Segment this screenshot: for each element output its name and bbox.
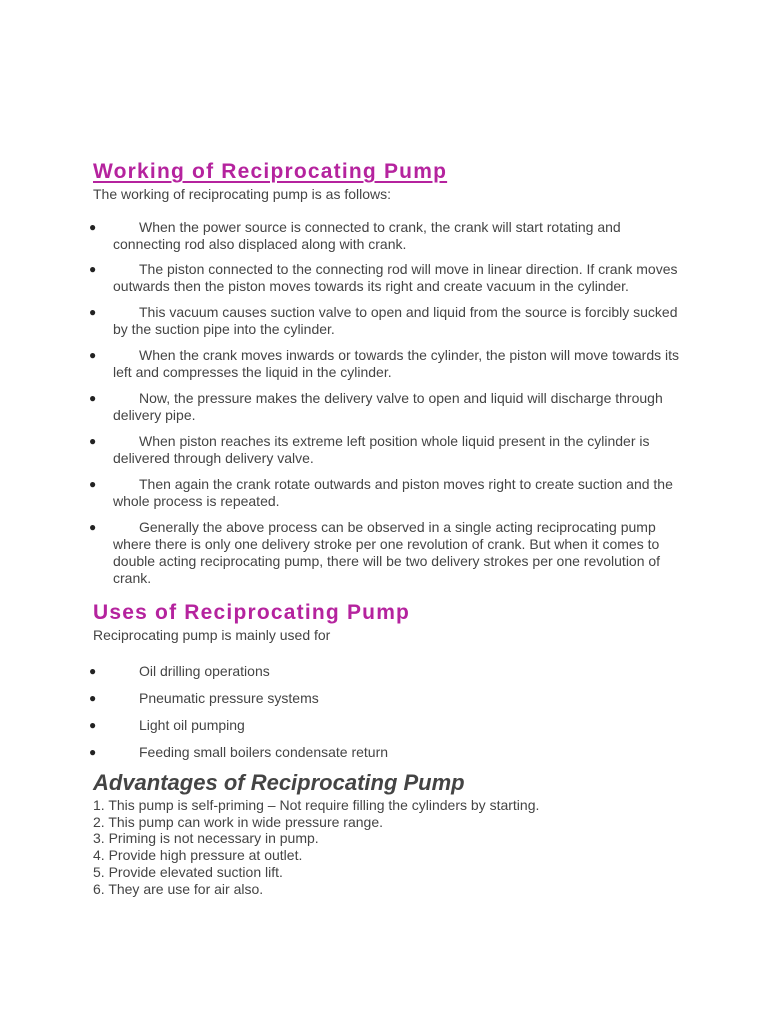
advantages-heading: Advantages of Reciprocating Pump xyxy=(93,770,465,795)
list-item: ● When piston reaches its extreme left position whole liquid present in the cylinder is delivered through delivery valve. xyxy=(89,433,650,466)
list-item: ● This vacuum causes suction valve to open and liquid from the source is forcibly sucked by the suction pipe into the cylinder. xyxy=(89,304,678,337)
document-page xyxy=(89,158,683,897)
uses-heading: Uses of Reciprocating Pump xyxy=(93,601,411,624)
uses-intro: Reciprocating pump is mainly used for xyxy=(93,627,331,643)
working-intro: The working of reciprocating pump is as follows: xyxy=(93,186,392,202)
list-item: 1. This pump is self-priming – Not require filling the cylinders by starting. xyxy=(93,797,540,813)
bullet-icon: ● xyxy=(89,718,97,732)
list-item: ● When the crank moves inwards or towards the cylinder, the piston will move towards its left and compresses the liquid in the cylinder. xyxy=(89,347,680,380)
uses-list xyxy=(89,663,683,761)
list-item: 3. Priming is not necessary in pump. xyxy=(93,830,319,847)
working-list xyxy=(89,219,683,587)
bullet-icon: ● xyxy=(89,691,97,705)
bullet-icon: ● xyxy=(89,391,97,405)
list-item: ● Oil drilling operations xyxy=(89,663,270,679)
list-item: ● Feeding small boilers condensate return xyxy=(89,744,389,760)
advantages-list xyxy=(93,797,683,897)
list-item: 2. This pump can work in wide pressure range. xyxy=(93,813,383,830)
list-item: 6. They are use for air also. xyxy=(93,880,264,897)
list-item: ● Then again the crank rotate outwards and piston moves right to create suction and the whole process is repeated. xyxy=(89,476,673,509)
bullet-icon: ● xyxy=(89,745,97,759)
list-item: ● Now, the pressure makes the delivery valve to open and liquid will discharge through delivery pipe. xyxy=(89,390,663,423)
list-item: ● Light oil pumping xyxy=(89,717,245,733)
list-item: 5. Provide elevated suction lift. xyxy=(93,863,283,880)
list-item: ● Pneumatic pressure systems xyxy=(89,690,319,706)
bullet-icon: ● xyxy=(89,262,97,276)
bullet-icon: ● xyxy=(89,220,97,234)
working-heading: Working of Reciprocating Pump xyxy=(93,160,448,183)
list-item: ● The piston connected to the connecting rod will move in linear direction. If crank moves outwards then the piston moves towards its right and create vacuum in the cylinder. xyxy=(89,261,678,294)
bullet-icon: ● xyxy=(89,477,97,491)
bullet-icon: ● xyxy=(89,664,97,678)
bullet-icon: ● xyxy=(89,520,97,534)
list-item: ● Generally the above process can be observed in a single acting reciprocating pump where there is only one delivery stroke per one revolution of crank. But when it comes to double acting reciprocating pump, there will be two delivery strokes per one revolution of crank. xyxy=(89,519,661,586)
bullet-icon: ● xyxy=(89,305,97,319)
list-item: ● When the power source is connected to crank, the crank will start rotating and connecting rod also displaced along with crank. xyxy=(89,219,621,252)
list-item: 4. Provide high pressure at outlet. xyxy=(93,847,303,864)
bullet-icon: ● xyxy=(89,434,97,448)
bullet-icon: ● xyxy=(89,348,97,362)
